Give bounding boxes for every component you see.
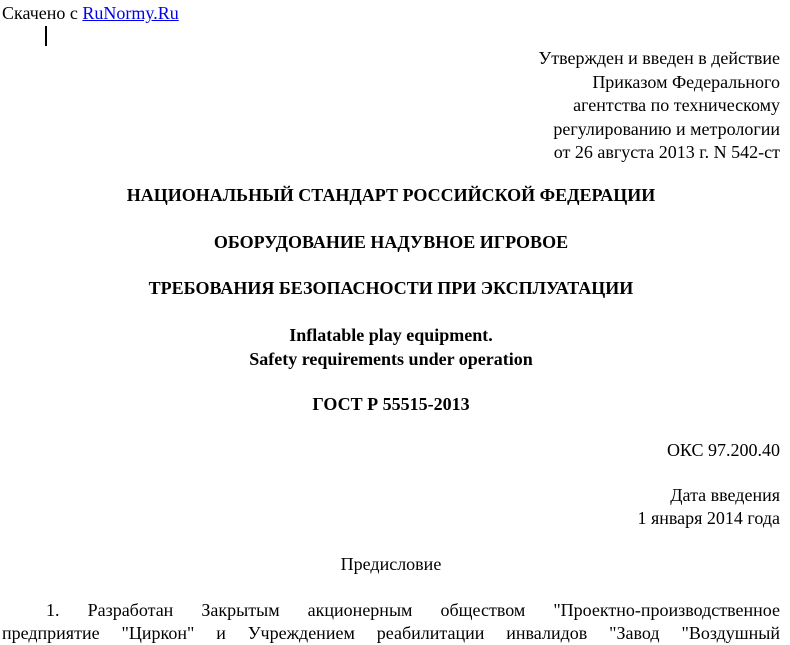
- national-standard-title: НАЦИОНАЛЬНЫЙ СТАНДАРТ РОССИЙСКОЙ ФЕДЕРАЦИИ: [126, 185, 656, 205]
- approval-line: Утвержден и введен в действие: [538, 48, 780, 68]
- introduction-date: [637, 484, 780, 530]
- text-cursor: [45, 26, 47, 46]
- oks-code: ОКС 97.200.40: [666, 440, 780, 460]
- introduction-date-label: Дата введения: [670, 485, 780, 505]
- source-prefix: Скачено с: [2, 3, 83, 23]
- english-title-line2: Safety requirements under operation: [249, 349, 533, 369]
- source-line: [2, 2, 179, 24]
- approval-line: от 26 августа 2013 г. N 542-ст: [553, 142, 780, 162]
- paragraph-line: 1. Разработан Закрытым акционерным обществом "Проектно-производственное: [46, 600, 780, 620]
- equipment-title: ОБОРУДОВАНИЕ НАДУВНОЕ ИГРОВОЕ: [213, 232, 569, 252]
- approval-line: регулированию и метрологии: [553, 118, 780, 139]
- gost-number: ГОСТ Р 55515-2013: [312, 394, 470, 414]
- preface-paragraph: [2, 599, 780, 645]
- runormy-link[interactable]: RuNormy.Ru: [82, 3, 179, 23]
- preface-heading: Предисловие: [340, 554, 442, 574]
- requirements-title: ТРЕБОВАНИЯ БЕЗОПАСНОСТИ ПРИ ЭКСПЛУАТАЦИИ: [148, 278, 634, 298]
- english-title: [0, 323, 782, 371]
- approval-line: агентства по техническому: [573, 95, 780, 115]
- approval-block: [538, 47, 780, 165]
- introduction-date-value: 1 января 2014 года: [637, 508, 780, 528]
- english-title-line1: Inflatable play equipment.: [289, 325, 493, 345]
- approval-line: Приказом Федерального: [592, 71, 780, 92]
- paragraph-line: предприятие "Циркон" и Учреждением реабилитации инвалидов "Завод "Воздушный: [2, 623, 780, 643]
